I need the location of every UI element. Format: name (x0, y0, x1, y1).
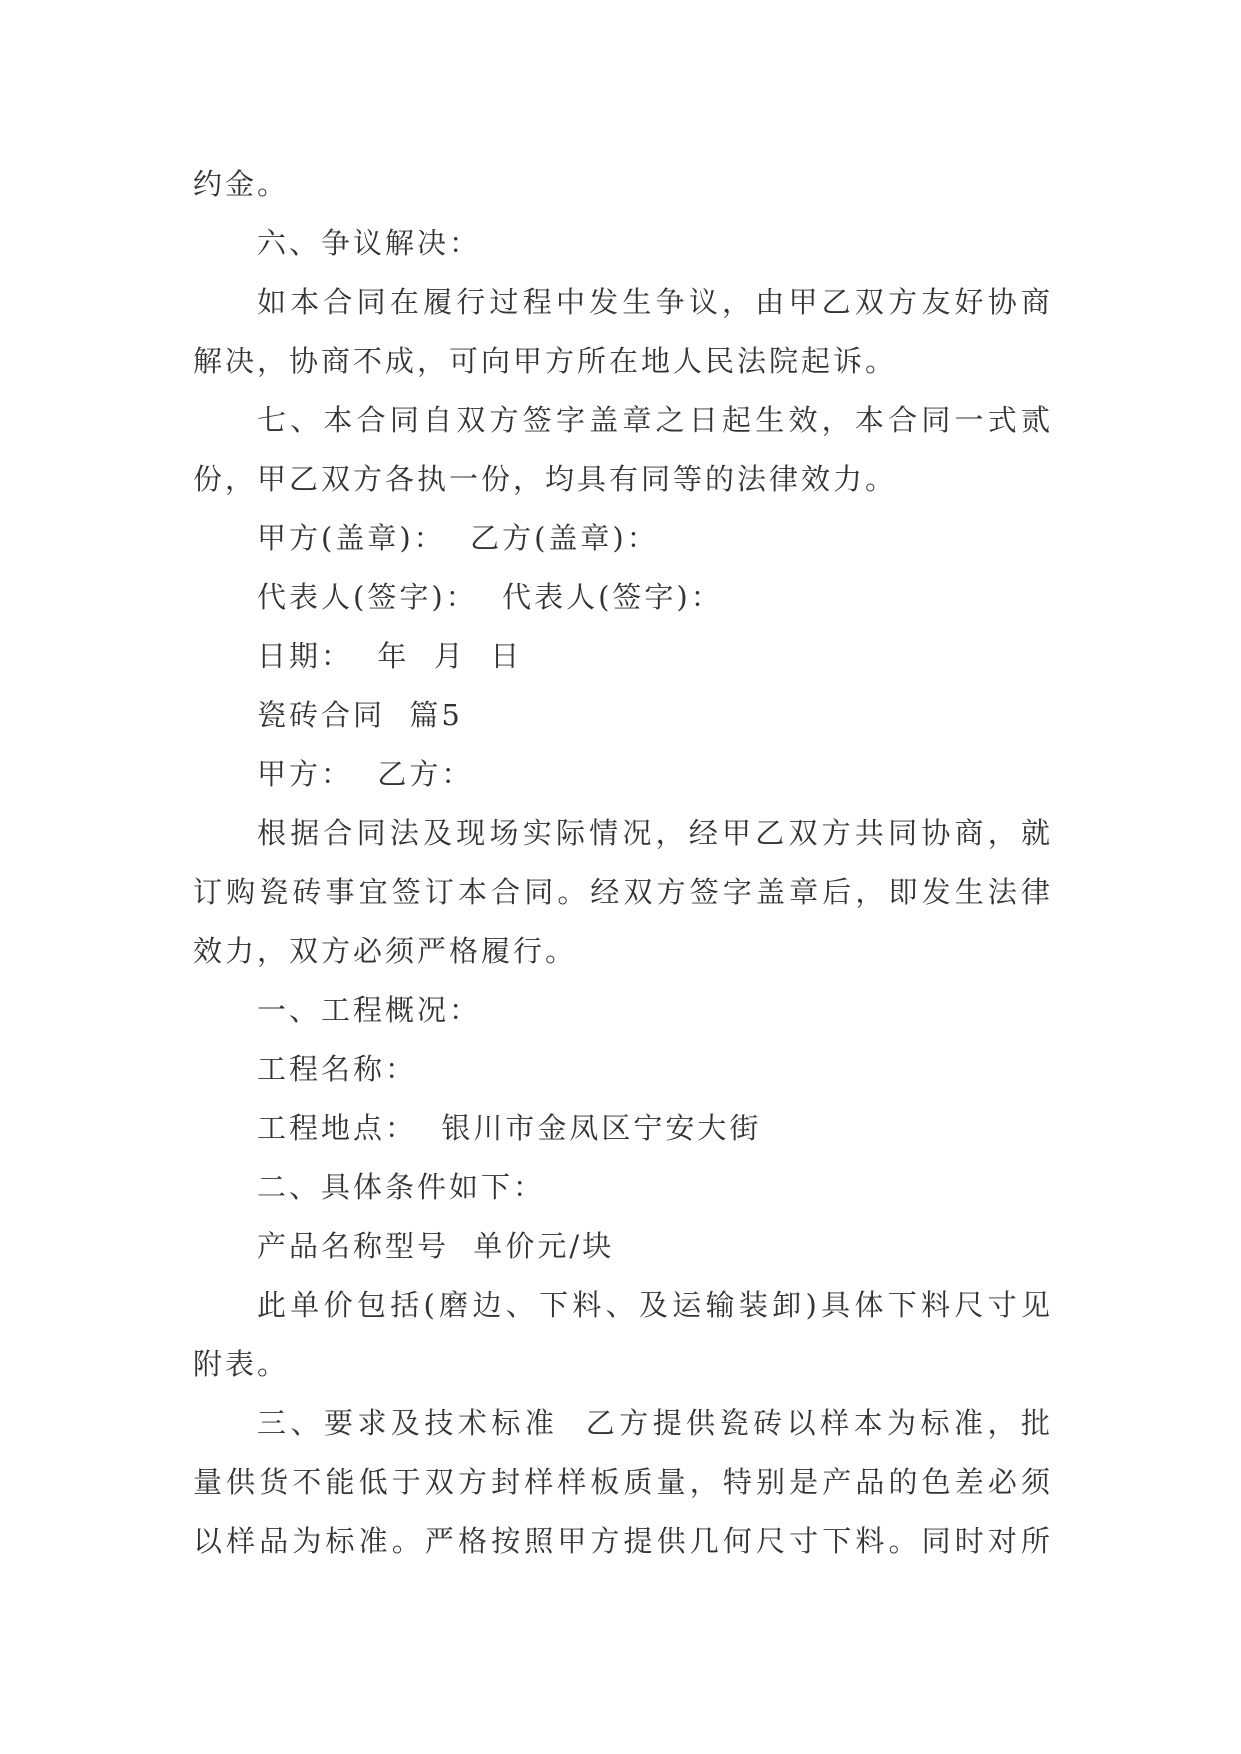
document-line: 代表人(签字)： 代表人(签字)： (257, 580, 723, 614)
document-line: 一、工程概况： (257, 993, 482, 1027)
document-line: 量供货不能低于双方封样样板质量，特别是产品的色差必须 (193, 1465, 1053, 1499)
document-line: 此单价包括(磨边、下料、及运输装卸)具体下料尺寸见 (257, 1288, 1053, 1322)
document-line: 工程地点： 银川市金凤区宁安大街 (257, 1111, 762, 1145)
document-line: 份，甲乙双方各执一份，均具有同等的法律效力。 (193, 462, 898, 496)
document-line: 订购瓷砖事宜签订本合同。经双方签字盖章后，即发生法律 (193, 875, 1053, 909)
document-line: 效力，双方必须严格履行。 (193, 934, 578, 968)
document-line: 约金。 (193, 167, 290, 201)
document-line: 瓷砖合同 篇5 (257, 698, 463, 732)
document-line: 根据合同法及现场实际情况，经甲乙双方共同协商，就 (257, 816, 1053, 850)
document-body (193, 155, 1053, 1571)
document-line: 二、具体条件如下： (257, 1170, 546, 1204)
document-line: 六、争议解决： (257, 226, 482, 260)
document-line: 七、本合同自双方签字盖章之日起生效，本合同一式贰 (257, 403, 1053, 437)
document-line: 附表。 (193, 1347, 290, 1381)
document-line: 甲方： 乙方： (257, 757, 474, 791)
document-line: 三、要求及技术标准 乙方提供瓷砖以样本为标准，批 (257, 1406, 1053, 1440)
document-line: 如本合同在履行过程中发生争议，由甲乙双方友好协商 (257, 285, 1053, 319)
document-line: 甲方(盖章)： 乙方(盖章)： (257, 521, 659, 555)
document-line: 解决，协商不成，可向甲方所在地人民法院起诉。 (193, 344, 898, 378)
document-line: 工程名称： (257, 1052, 418, 1086)
document-line: 产品名称型号 单价元/块 (257, 1229, 615, 1263)
document-line: 日期： 年 月 日 (257, 639, 523, 673)
document-line: 以样品为标准。严格按照甲方提供几何尺寸下料。同时对所 (193, 1524, 1053, 1558)
